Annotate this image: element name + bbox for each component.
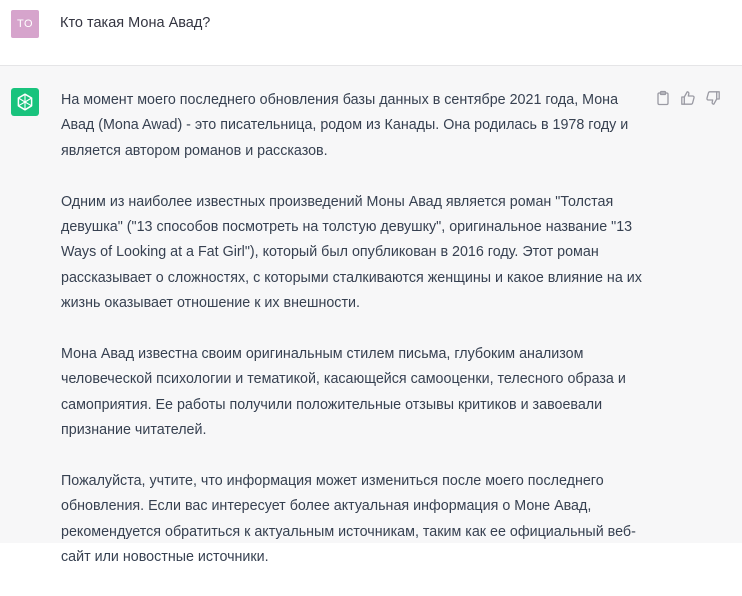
answer-paragraph: Одним из наиболее известных произведений Моны Авад является роман "Толстая девушка" ("13 способов посмотреть на толстую девушку", оригинальное название "13 Ways of Looking at a Fat Girl"), который был опубликован в 2016 году. Этот роман рассказывает о сложностях, с которыми сталкиваются женщины и какое влияние на их жизнь оказывает отношение к их внешности.: [61, 193, 642, 312]
answer-paragraph: Мона Авад известна своим оригинальным стилем письма, глубоким анализом человеческой психологии и тематикой, касающейся самооценки, телесного образа и самоприятия. Ее работы получили положительные отзывы критиков и завоевали признание читателей.: [61, 346, 626, 439]
clipboard-icon[interactable]: [655, 90, 671, 106]
assistant-answer: [61, 88, 651, 596]
user-message-text: Кто такая Мона Авад?: [60, 15, 211, 31]
thumbs-up-icon[interactable]: [680, 90, 696, 106]
assistant-message-row: [0, 66, 742, 566]
thumbs-down-icon[interactable]: [705, 90, 721, 106]
user-message-row: [0, 0, 742, 66]
answer-paragraph: Пожалуйста, учтите, что информация может измениться после моего последнего обновления. Если вас интересует более актуальная информация о Моне Авад, рекомендуется обратиться к актуальным источникам, таким как ее официальный веб-сайт или новостные источники.: [61, 473, 636, 566]
user-avatar: TO: [11, 10, 39, 38]
answer-paragraph: На момент моего последнего обновления базы данных в сентябре 2021 года, Мона Авад (Mona Awad) - это писательница, родом из Канады. Она родилась в 1978 году и является автором романов и рассказов.: [61, 92, 629, 159]
message-actions: [655, 90, 721, 106]
assistant-avatar: [11, 88, 39, 116]
openai-logo-icon: [15, 92, 35, 112]
